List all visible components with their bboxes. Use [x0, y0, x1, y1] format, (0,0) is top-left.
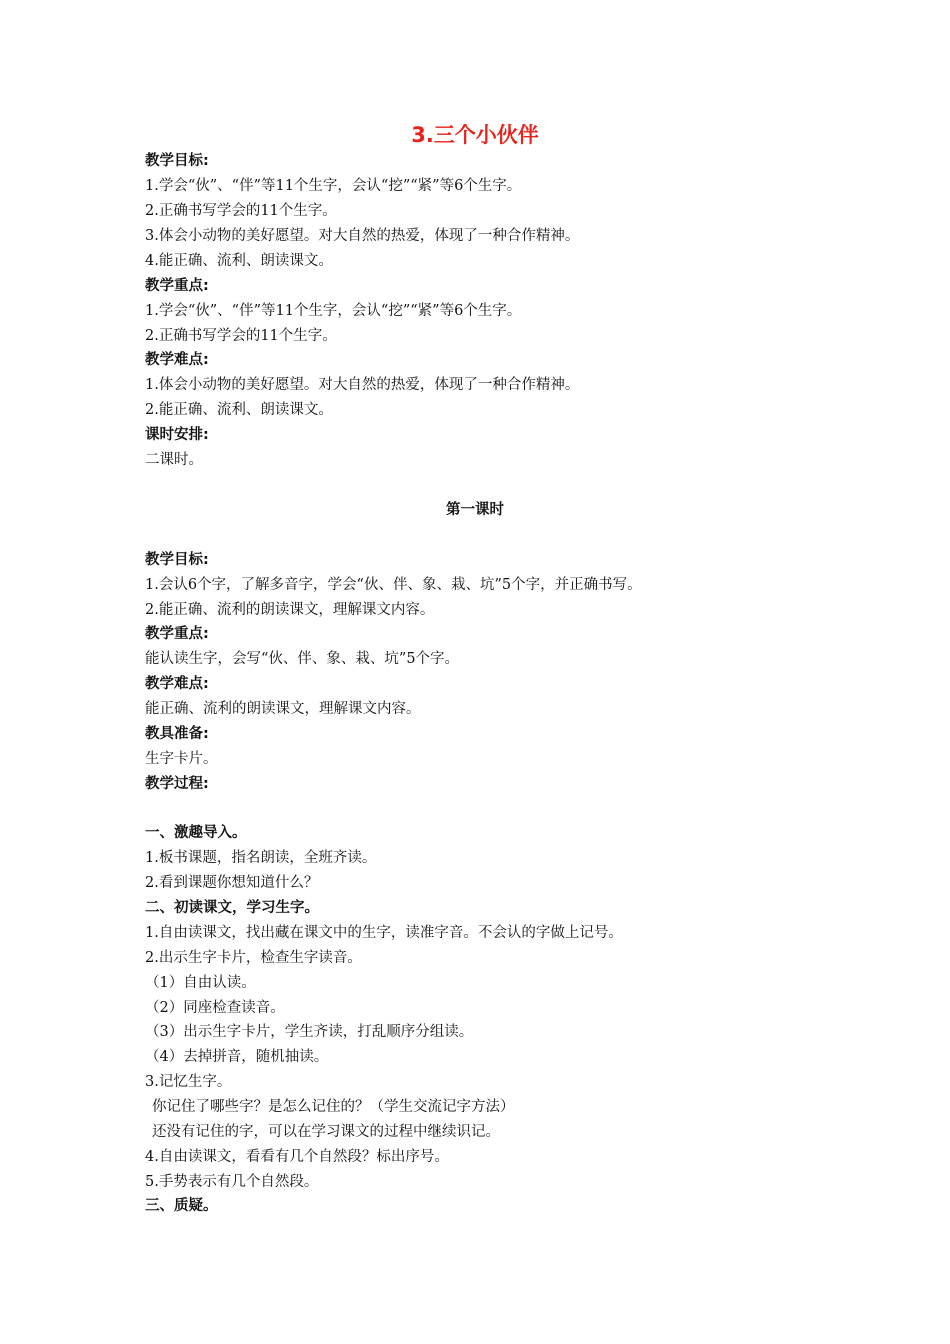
lesson-key-heading: 教学重点:: [145, 626, 209, 642]
lesson-goals-heading: 教学目标:: [145, 552, 209, 568]
lesson-heading: 第一课时: [446, 502, 504, 518]
lesson-goal-item: 2.能正确、流利的朗读课文，理解课文内容。: [145, 602, 435, 618]
goal-item: 1.学会“伙”、“伴”等11个生字，会认“挖”“紧”等6个生字。: [145, 178, 522, 194]
step1-item: 2.看到课题你想知道什么？: [145, 875, 319, 891]
difficult-item: 1.体会小动物的美好愿望。对大自然的热爱，体现了一种合作精神。: [145, 377, 580, 393]
lesson-key-text: 能认读生字，会写“伙、伴、象、栽、坑”5个字。: [145, 651, 460, 667]
difficult-heading: 教学难点:: [145, 352, 209, 368]
tools-text: 生字卡片。: [145, 751, 218, 767]
key-item: 1.学会“伙”、“伴”等11个生字，会认“挖”“紧”等6个生字。: [145, 303, 522, 319]
schedule-heading: 课时安排:: [145, 427, 209, 443]
step1-heading: 一、激趣导入。: [145, 825, 247, 841]
tools-heading: 教具准备:: [145, 726, 209, 742]
goals-heading: 教学目标:: [145, 153, 209, 169]
key-heading: 教学重点:: [145, 278, 209, 294]
lesson-goal-item: 1.会认6个字，了解多音字，学会“伙、伴、象、栽、坑”5个字，并正确书写。: [145, 577, 642, 593]
step2-item: （2）同座检查读音。: [145, 1000, 285, 1016]
step2-item: （1）自由认读。: [145, 975, 256, 991]
page-title: 3.三个小伙伴: [411, 123, 539, 147]
goal-item: 3.体会小动物的美好愿望。对大自然的热爱，体现了一种合作精神。: [145, 228, 580, 244]
step2-item: 4.自由读课文，看看有几个自然段？标出序号。: [145, 1149, 449, 1165]
step2-item: （4）去掉拼音，随机抽读。: [145, 1049, 329, 1065]
process-heading: 教学过程:: [145, 776, 209, 792]
step2-item: 3.记忆生字。: [145, 1074, 232, 1090]
key-item: 2.正确书写学会的11个生字。: [145, 328, 337, 344]
step2-item: 你记住了哪些字？是怎么记住的？（学生交流记字方法）: [152, 1099, 515, 1115]
step2-heading: 二、初读课文，学习生字。: [145, 900, 319, 916]
step2-item: 还没有记住的字，可以在学习课文的过程中继续识记。: [152, 1124, 500, 1140]
goal-item: 2.正确书写学会的11个生字。: [145, 203, 337, 219]
schedule-text: 二课时。: [145, 452, 203, 468]
step2-item: 2.出示生字卡片，检查生字读音。: [145, 950, 362, 966]
step2-item: 1.自由读课文，找出藏在课文中的生字，读准字音。不会认的字做上记号。: [145, 925, 623, 941]
lesson-difficult-heading: 教学难点:: [145, 676, 209, 692]
step2-item: 5.手势表示有几个自然段。: [145, 1174, 319, 1190]
difficult-item: 2.能正确、流利、朗读课文。: [145, 402, 333, 418]
step3-heading: 三、质疑。: [145, 1198, 218, 1214]
step1-item: 1.板书课题，指名朗读，全班齐读。: [145, 850, 377, 866]
step2-item: （3）出示生字卡片，学生齐读，打乱顺序分组读。: [145, 1024, 474, 1040]
lesson-difficult-text: 能正确、流利的朗读课文，理解课文内容。: [145, 701, 421, 717]
goal-item: 4.能正确、流利、朗读课文。: [145, 253, 333, 269]
